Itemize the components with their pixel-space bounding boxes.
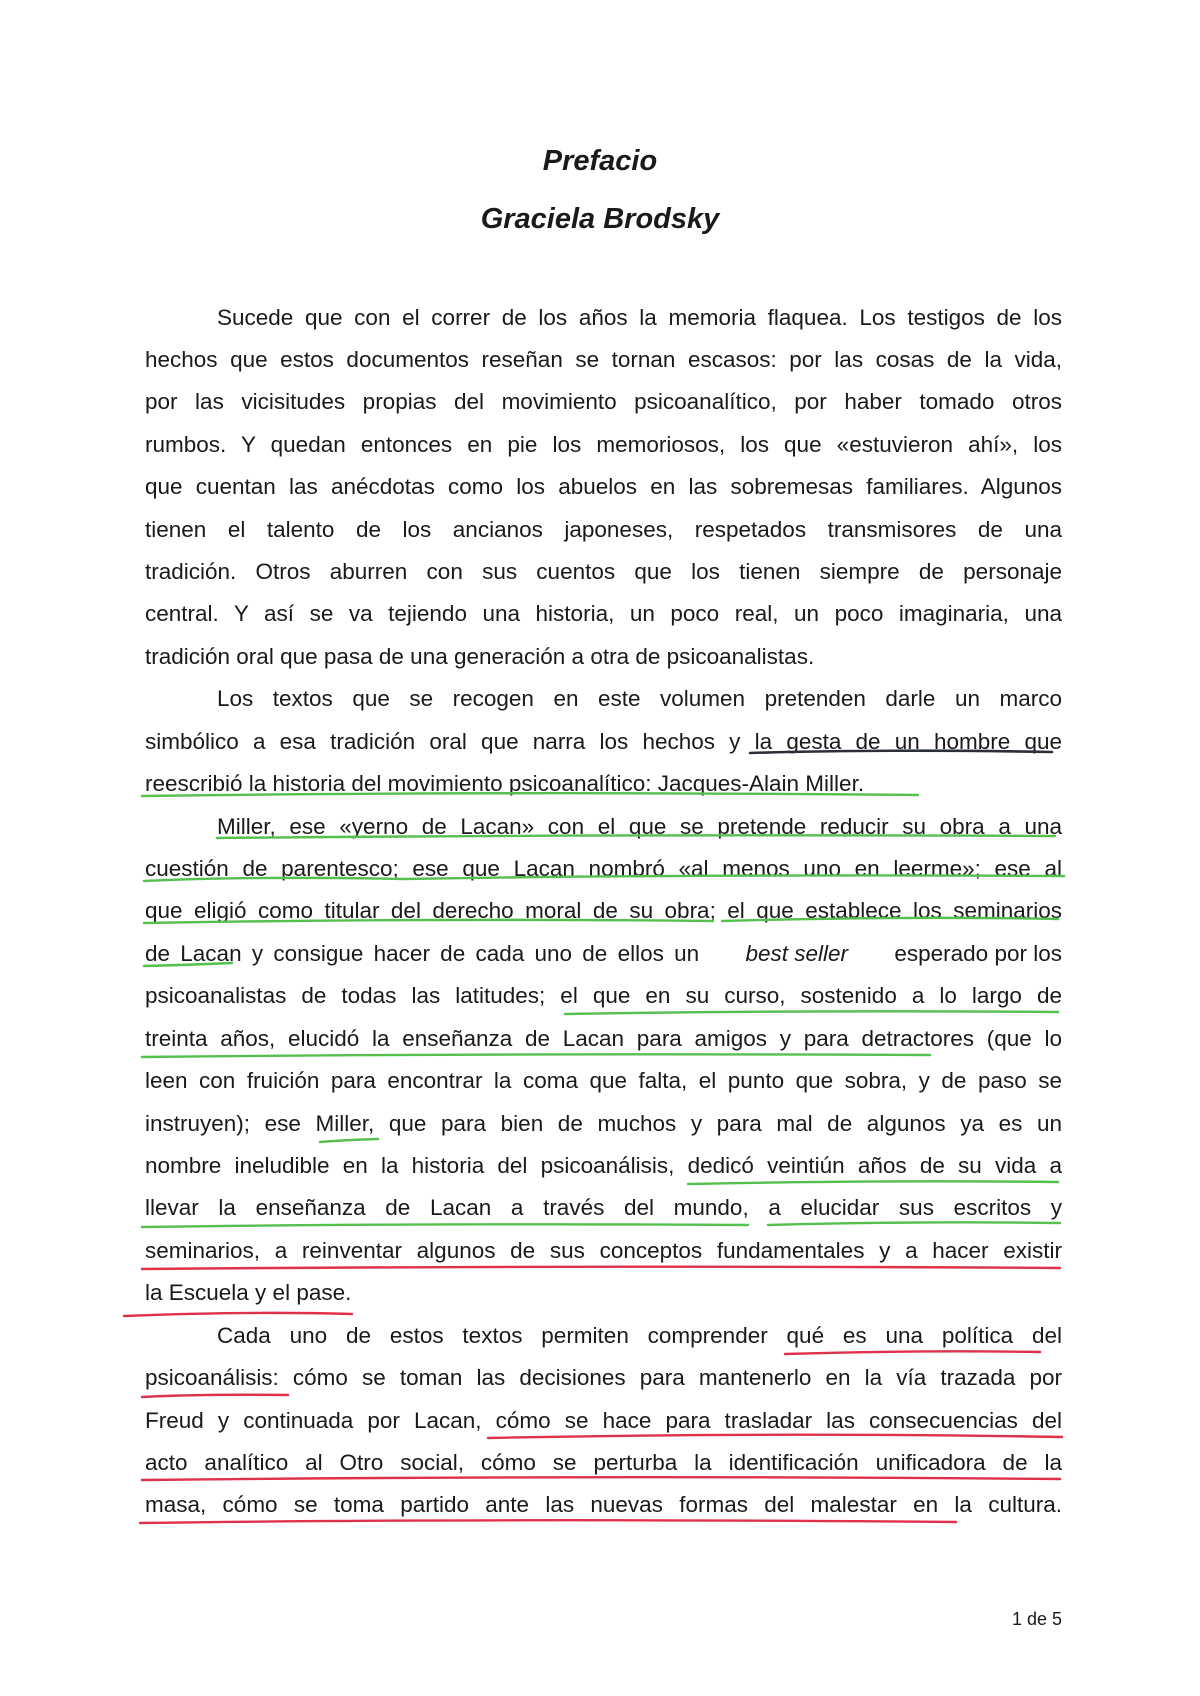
text-line: que eligió como titular del derecho moral de su obra; el que establece los seminarios <box>145 898 1062 923</box>
text-line: acto analítico al Otro social, cómo se perturba la identificación unificadora de la <box>145 1450 1062 1475</box>
text-line: psicoanálisis: cómo se toman las decisiones para mantenerlo en la vía trazada por <box>145 1365 1062 1390</box>
text-segment: de Lacan y consigue hacer de cada uno de ellos un <box>145 941 700 966</box>
text-line: tienen el talento de los ancianos japoneses, respetados transmisores de una <box>145 517 1062 542</box>
text-line: por las vicisitudes propias del movimiento psicoanalítico, por haber tomado otros <box>145 389 1062 414</box>
emphasis-text: best seller <box>745 941 849 966</box>
page-author: Graciela Brodsky <box>480 203 720 235</box>
text-line: simbólico a esa tradición oral que narra los hechos y la gesta de un hombre que <box>145 729 1062 754</box>
text-line: psicoanalistas de todas las latitudes; el que en su curso, sostenido a lo largo de <box>145 983 1062 1008</box>
text-line: tradición. Otros aburren con sus cuentos que los tienen siempre de personaje <box>145 559 1062 584</box>
page-number: 1 de 5 <box>1011 1609 1062 1629</box>
text-line: leen con fruición para encontrar la coma que falta, el punto que sobra, y de paso se <box>145 1068 1062 1093</box>
text-line: instruyen); ese Miller, que para bien de muchos y para mal de algunos ya es un <box>145 1111 1062 1136</box>
text-line: reescribió la historia del movimiento psicoanalítico: Jacques-Alain Miller. <box>145 771 865 796</box>
text-line: rumbos. Y quedan entonces en pie los memoriosos, los que «estuvieron ahí», los <box>145 432 1062 457</box>
underline-green <box>320 1139 378 1142</box>
text-line: Los textos que se recogen en este volumen pretenden darle un marco <box>217 686 1062 711</box>
text-line: Sucede que con el correr de los años la memoria flaquea. Los testigos de los <box>217 305 1062 330</box>
underline-red <box>142 1267 1060 1269</box>
text-line: cuestión de parentesco; ese que Lacan nombró «al menos uno en leerme»; ese al <box>145 856 1062 881</box>
text-line <box>145 939 1062 969</box>
underline-green <box>565 1011 1058 1014</box>
underline-red <box>140 1520 956 1523</box>
underline-red <box>124 1313 352 1316</box>
text-line: seminarios, a reinventar algunos de sus conceptos fundamentales y a hacer existir <box>145 1238 1062 1263</box>
text-line: treinta años, elucidó la enseñanza de Lacan para amigos y para detractores (que lo <box>145 1026 1062 1051</box>
text-line: Freud y continuada por Lacan, cómo se hace para trasladar las consecuencias del <box>145 1408 1062 1433</box>
text-segment: esperado por los <box>894 941 1062 966</box>
text-line: masa, cómo se toma partido ante las nuevas formas del malestar en la cultura. <box>145 1492 1062 1517</box>
underline-green <box>142 1054 930 1057</box>
underline-red <box>142 1395 288 1397</box>
text-line: llevar la enseñanza de Lacan a través del mundo, a elucidar sus escritos y <box>145 1195 1062 1220</box>
text-line: que cuentan las anécdotas como los abuelos en las sobremesas familiares. Algunos <box>145 474 1062 499</box>
underline-green <box>688 1181 1058 1184</box>
underline-red <box>785 1351 1040 1354</box>
text-line: hechos que estos documentos reseñan se tornan escasos: por las cosas de la vida, <box>145 347 1062 372</box>
page-title: Prefacio <box>542 145 658 177</box>
text-line: Cada uno de estos textos permiten comprender qué es una política del <box>217 1323 1062 1348</box>
text-line: central. Y así se va tejiendo una historia, un poco real, un poco imaginaria, una <box>145 601 1062 626</box>
text-line: Miller, ese «yerno de Lacan» con el que se pretende reducir su obra a una <box>217 814 1062 839</box>
text-line: nombre ineludible en la historia del psicoanálisis, dedicó veintiún años de su vida a <box>145 1153 1062 1178</box>
text-line: tradición oral que pasa de una generación a otra de psicoanalistas. <box>145 644 815 669</box>
underline-green <box>142 1224 748 1227</box>
text-line: la Escuela y el pase. <box>145 1280 352 1305</box>
